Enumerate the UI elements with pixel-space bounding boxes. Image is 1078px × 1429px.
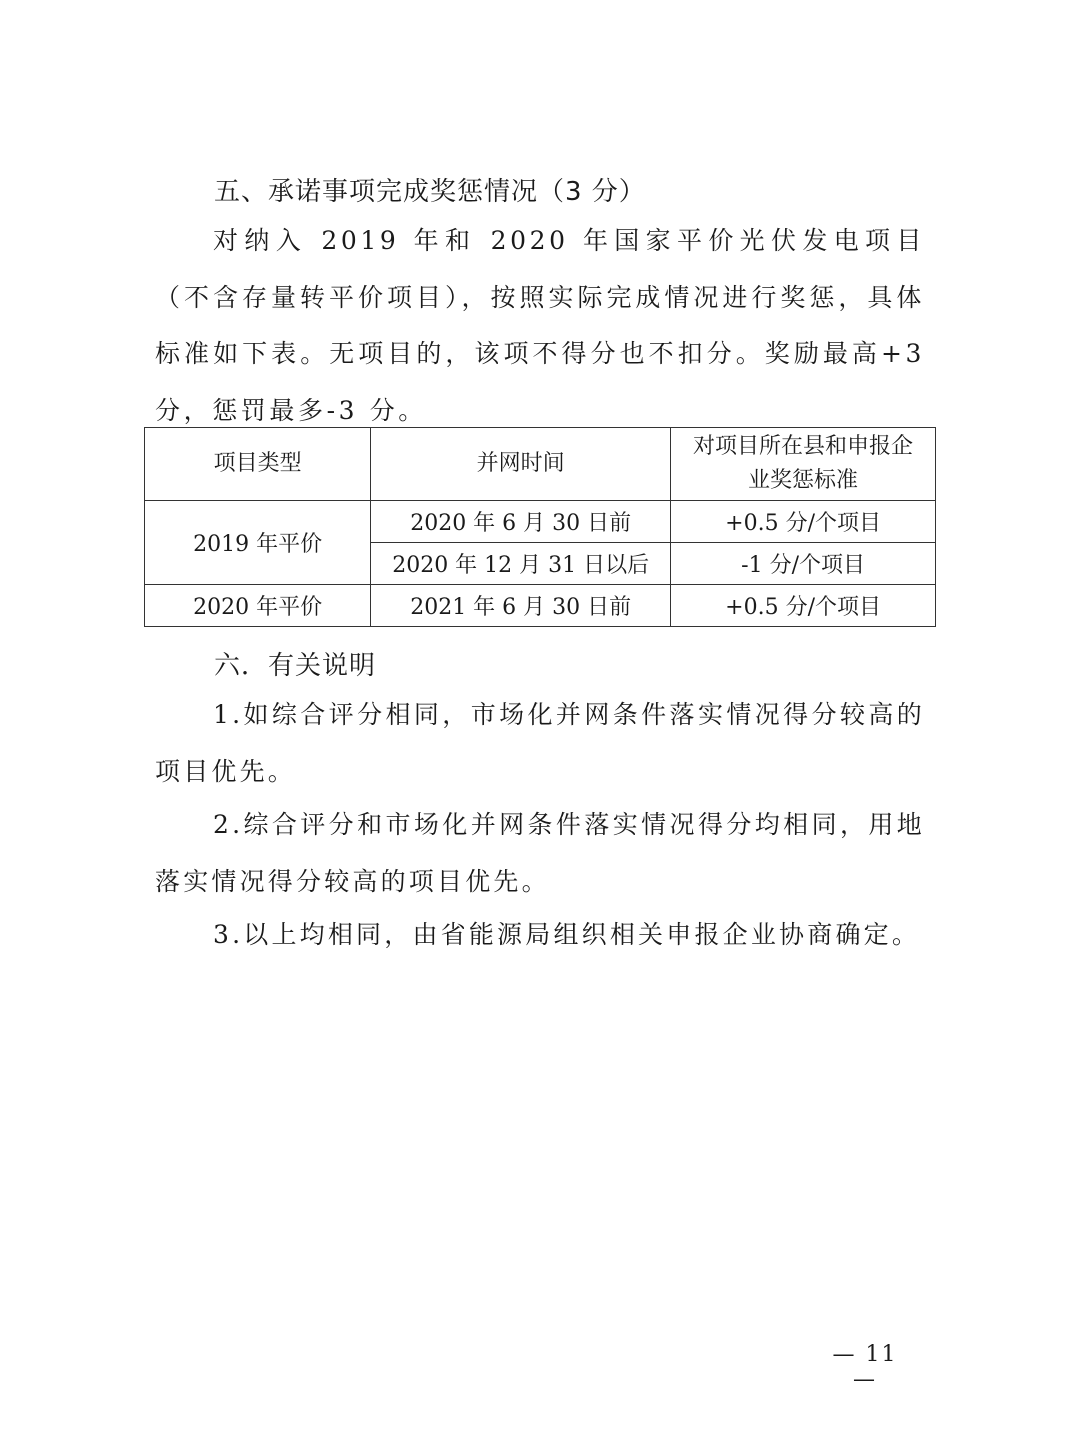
cell-standard: +0.5 分/个项目 [671, 501, 936, 543]
header-grid-time: 并网时间 [371, 428, 671, 501]
table-row [145, 585, 936, 627]
cell-standard: -1 分/个项目 [671, 543, 936, 585]
cell-project-type: 2019 年平价 [145, 501, 371, 585]
cell-standard: +0.5 分/个项目 [671, 585, 936, 627]
cell-project-type: 2020 年平价 [145, 585, 371, 627]
section-5-heading: 五、承诺事项完成奖惩情况（3 分） [214, 177, 646, 207]
cell-grid-time: 2020 年 6 月 30 日前 [371, 501, 671, 543]
reward-penalty-table [144, 427, 936, 627]
header-project-type: 项目类型 [145, 428, 371, 501]
cell-grid-time: 2021 年 6 月 30 日前 [371, 585, 671, 627]
note-item-3: 3.以上均相同，由省能源局组织相关申报企业协商确定。 [213, 920, 921, 949]
table-header-row [145, 428, 936, 501]
cell-grid-time: 2020 年 12 月 31 日以后 [371, 543, 671, 585]
page-number: — 11 — [832, 1342, 898, 1392]
note-item-2: 2.综合评分和市场化并网条件落实情况得分均相同，用地落实情况得分较高的项目优先。 [155, 810, 925, 896]
section-5-body: 对纳入 2019 年和 2020 年国家平价光伏发电项目（不含存量转平价项目），按照实际完成情况进行奖惩，具体标准如下表。无项目的，该项不得分也不扣分。奖励最高+3 分，惩罚最多-3 分。 [155, 226, 925, 425]
header-standard: 对项目所在县和申报企业奖惩标准 [671, 428, 936, 501]
note-item-1: 1.如综合评分相同，市场化并网条件落实情况得分较高的项目优先。 [155, 700, 925, 786]
section-6-heading: 六．有关说明 [214, 651, 377, 681]
table-row [145, 501, 936, 543]
